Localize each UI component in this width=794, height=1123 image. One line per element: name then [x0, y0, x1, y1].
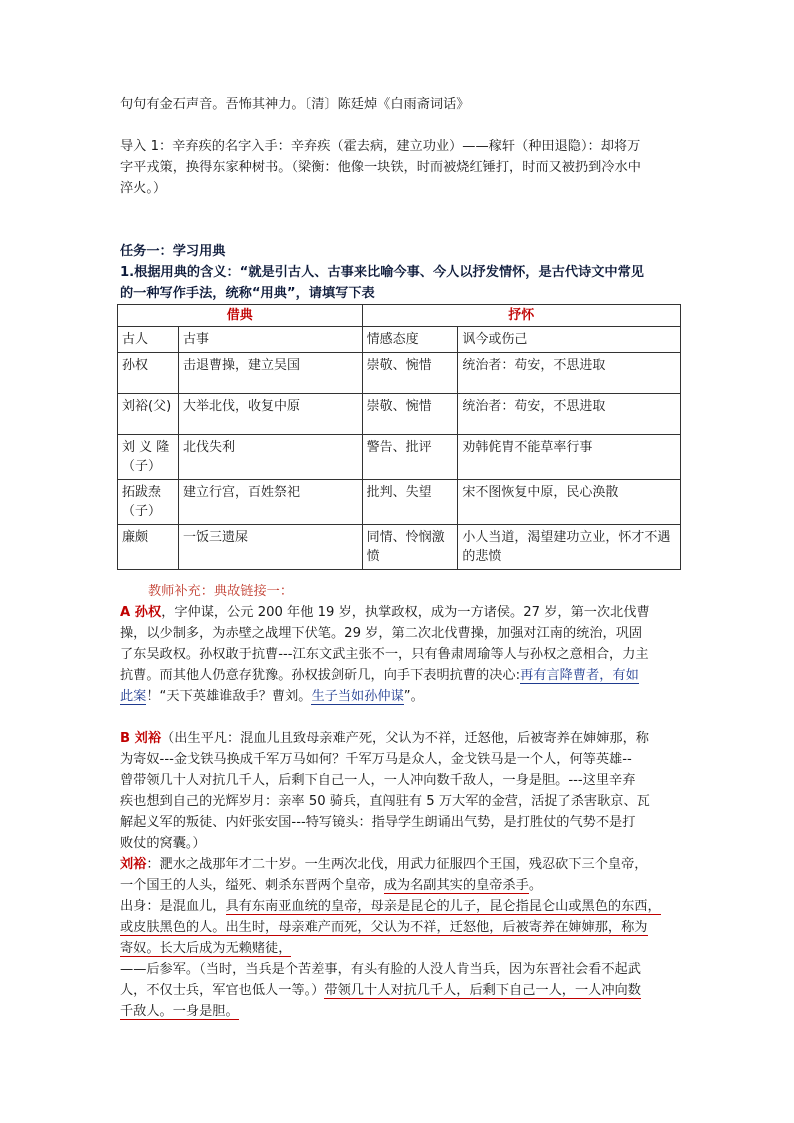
table-row [118, 525, 681, 570]
liuyu-c-underlined: 千敌人。一身是胆。 [120, 1004, 239, 1019]
liuyu-b-line-6: 败仗的窝囊。） [120, 836, 206, 851]
liuyu-c-text: 。 [528, 878, 542, 893]
cell-attitude: 崇敬、惋惜 [362, 394, 458, 435]
cell-comment: 小人当道，渴望建功立业，怀才不遇的悲愤 [458, 525, 681, 570]
cell-comment: 统治者：苟安，不思进取 [458, 353, 681, 394]
quote-line: 句句有金石声音。吾怖其神力。〔清〕陈廷焯《白雨斋词话》 [120, 97, 470, 112]
liuyu-c-underlined: 带领几十人对抗几千人，后剩下自己一人，一人冲向数 [324, 983, 641, 998]
sunquan-underlined: 此案 [120, 689, 147, 704]
liuyu-c-line-6: ——后参军。（当时，当兵是个苦差事，有头有脸的人没人肯当兵，因为东晋社会看不起武 [120, 962, 641, 977]
cell-comment: 统治者：苟安，不思进取 [458, 394, 681, 435]
table-column-header-row [118, 327, 681, 353]
header-borrow: 借典 [118, 305, 363, 327]
liuyu-c-text: 出身：是混血儿， [120, 899, 226, 914]
cell-person: 廉颇 [118, 525, 179, 570]
sunquan-line-5 [120, 687, 424, 707]
liuyu-c-underlined: 具有东南亚血统的皇帝，母亲是昆仑的儿子，昆仑指昆仑山或黑色的东西， [225, 899, 661, 914]
sunquan-text: 抗曹。而其他人仍意存犹豫。孙权拔剑斫几，向手下表明抗曹的决心: [120, 668, 521, 683]
cell-event: 北伐失利 [178, 435, 362, 480]
liuyu-c-underlined: 成为名副其实的皇帝杀手 [383, 878, 529, 893]
liuyu-b-line-4: 疾也想到自己的光辉岁月：亲率 50 骑兵，直闯驻有 5 万大军的金营，活捉了杀害耿京、瓦 [120, 794, 650, 809]
col-comment: 讽今或伤己 [458, 327, 681, 353]
liuyu-c-line-5 [120, 939, 291, 959]
liuyu-b-label: B 刘裕 [120, 731, 162, 746]
liuyu-c-line-7 [120, 981, 641, 1001]
sunquan-line-4 [120, 666, 639, 686]
cell-person: 刘裕(父) [118, 394, 179, 435]
liuyu-b-line-3: 曾带领几十人对抗几千人，后剩下自己一人，一人冲向数千敌人，一身是胆。---这里辛弃 [120, 773, 636, 788]
table-row [118, 435, 681, 480]
liuyu-b-line-5: 解起义军的叛徒、内奸张安国---特写镜头：指导学生朗诵出气势，是打胜仗的气势不是打 [120, 815, 636, 830]
sunquan-text: ，字仲谋，公元 200 年他 19 岁，执掌政权，成为一方诸侯。27 岁，第一次北伐曹 [161, 605, 650, 620]
task-question-line-2: 的一种写作手法，统称“用典”，请填写下表 [120, 286, 375, 301]
liuyu-c-line-1 [120, 855, 648, 875]
cell-comment: 劝韩侂胄不能草率行事 [458, 435, 681, 480]
sunquan-text: ！“天下英雄谁敌手？曹刘。 [146, 689, 312, 704]
cell-person: 拓跋焘（子） [118, 480, 179, 525]
cell-event: 击退曹操，建立吴国 [178, 353, 362, 394]
cell-attitude: 同情、怜悯激愤 [362, 525, 458, 570]
sunquan-line-1 [120, 603, 650, 623]
liuyu-c-line-3 [120, 897, 661, 917]
liuyu-c-line-8 [120, 1002, 239, 1022]
liuyu-c-line-4 [120, 918, 648, 938]
cell-person: 刘 义 隆（子） [118, 435, 179, 480]
cell-person: 孙权 [118, 353, 179, 394]
cell-event: 一饭三遗屎 [178, 525, 362, 570]
liuyu-c-label: 刘裕 [120, 857, 147, 872]
cell-comment: 宋不图恢复中原，民心涣散 [458, 480, 681, 525]
task-question-line-1: 1.根据用典的含义：“就是引古人、古事来比喻今事、今人以抒发情怀，是古代诗文中常见 [120, 265, 644, 280]
table-row [118, 480, 681, 525]
col-attitude: 情感态度 [362, 327, 458, 353]
liuyu-b-line-1 [120, 729, 649, 749]
cell-event: 大举北伐，收复中原 [178, 394, 362, 435]
intro-line-3: 淬火。） [120, 181, 167, 196]
sunquan-label: A 孙权 [120, 605, 162, 620]
allusion-table [117, 304, 681, 570]
col-person: 古人 [118, 327, 179, 353]
cell-attitude: 警告、批评 [362, 435, 458, 480]
intro-line-2: 字平戎策，换得东家种树书。（梁衡：他像一块铁，时而被烧红锤打，时而又被扔到冷水中 [120, 160, 641, 175]
header-express: 抒怀 [362, 305, 680, 327]
intro-line-1: 导入 1：辛弃疾的名字入手：辛弃疾（霍去病，建立功业）——稼轩（种田退隐）：却将万 [120, 139, 641, 154]
liuyu-b-text: （出生平凡：混血儿且致母亲难产死，父认为不祥，迁怒他，后被寄养在婶婶那，称 [161, 731, 649, 746]
sunquan-line-3: 了东吴政权。孙权敢于抗曹---江东文武主张不一，只有鲁肃周瑜等人与孙权之意相合，力主 [120, 647, 649, 662]
table-group-header-row [118, 305, 681, 327]
liuyu-c-line-2 [120, 876, 542, 896]
liuyu-c-underlined: 或皮肤黑色的人。出生时，母亲难产而死，父认为不祥，迁怒他，后被寄养在婶婶那，称为 [120, 920, 648, 935]
liuyu-c-text: 一个国王的人头，缢死、刺杀东晋两个皇帝， [120, 878, 384, 893]
cell-attitude: 崇敬、惋惜 [362, 353, 458, 394]
teacher-note-heading: 教师补充：典故链接一： [148, 584, 294, 599]
cell-event: 建立行宫，百姓祭祀 [178, 480, 362, 525]
sunquan-text: ”。 [403, 689, 424, 704]
sunquan-underlined: 再有言降曹者，有如 [520, 668, 639, 683]
cell-attitude: 批判、失望 [362, 480, 458, 525]
table-row [118, 394, 681, 435]
liuyu-c-text: ：淝水之战那年才二十岁。一生两次北伐，用武力征服四个王国，残忍砍下三个皇帝， [146, 857, 648, 872]
col-event: 古事 [178, 327, 362, 353]
sunquan-underlined: 生子当如孙仲谋 [311, 689, 404, 704]
liuyu-c-text: 人，不仅士兵，军官也低人一等。） [120, 983, 325, 998]
task-title: 任务一：学习用典 [120, 244, 226, 259]
liuyu-b-line-2: 为寄奴---金戈铁马换成千军万马如何？千军万马是众人，金戈铁马是一个人，何等英雄-- [120, 752, 632, 767]
sunquan-line-2: 操，以少制多，为赤壁之战埋下伏笔。29 岁，第二次北伐曹操，加强对江南的统治，巩固 [120, 626, 643, 641]
table-row [118, 353, 681, 394]
liuyu-c-underlined: 寄奴。长大后成为无赖赌徒， [120, 941, 292, 956]
